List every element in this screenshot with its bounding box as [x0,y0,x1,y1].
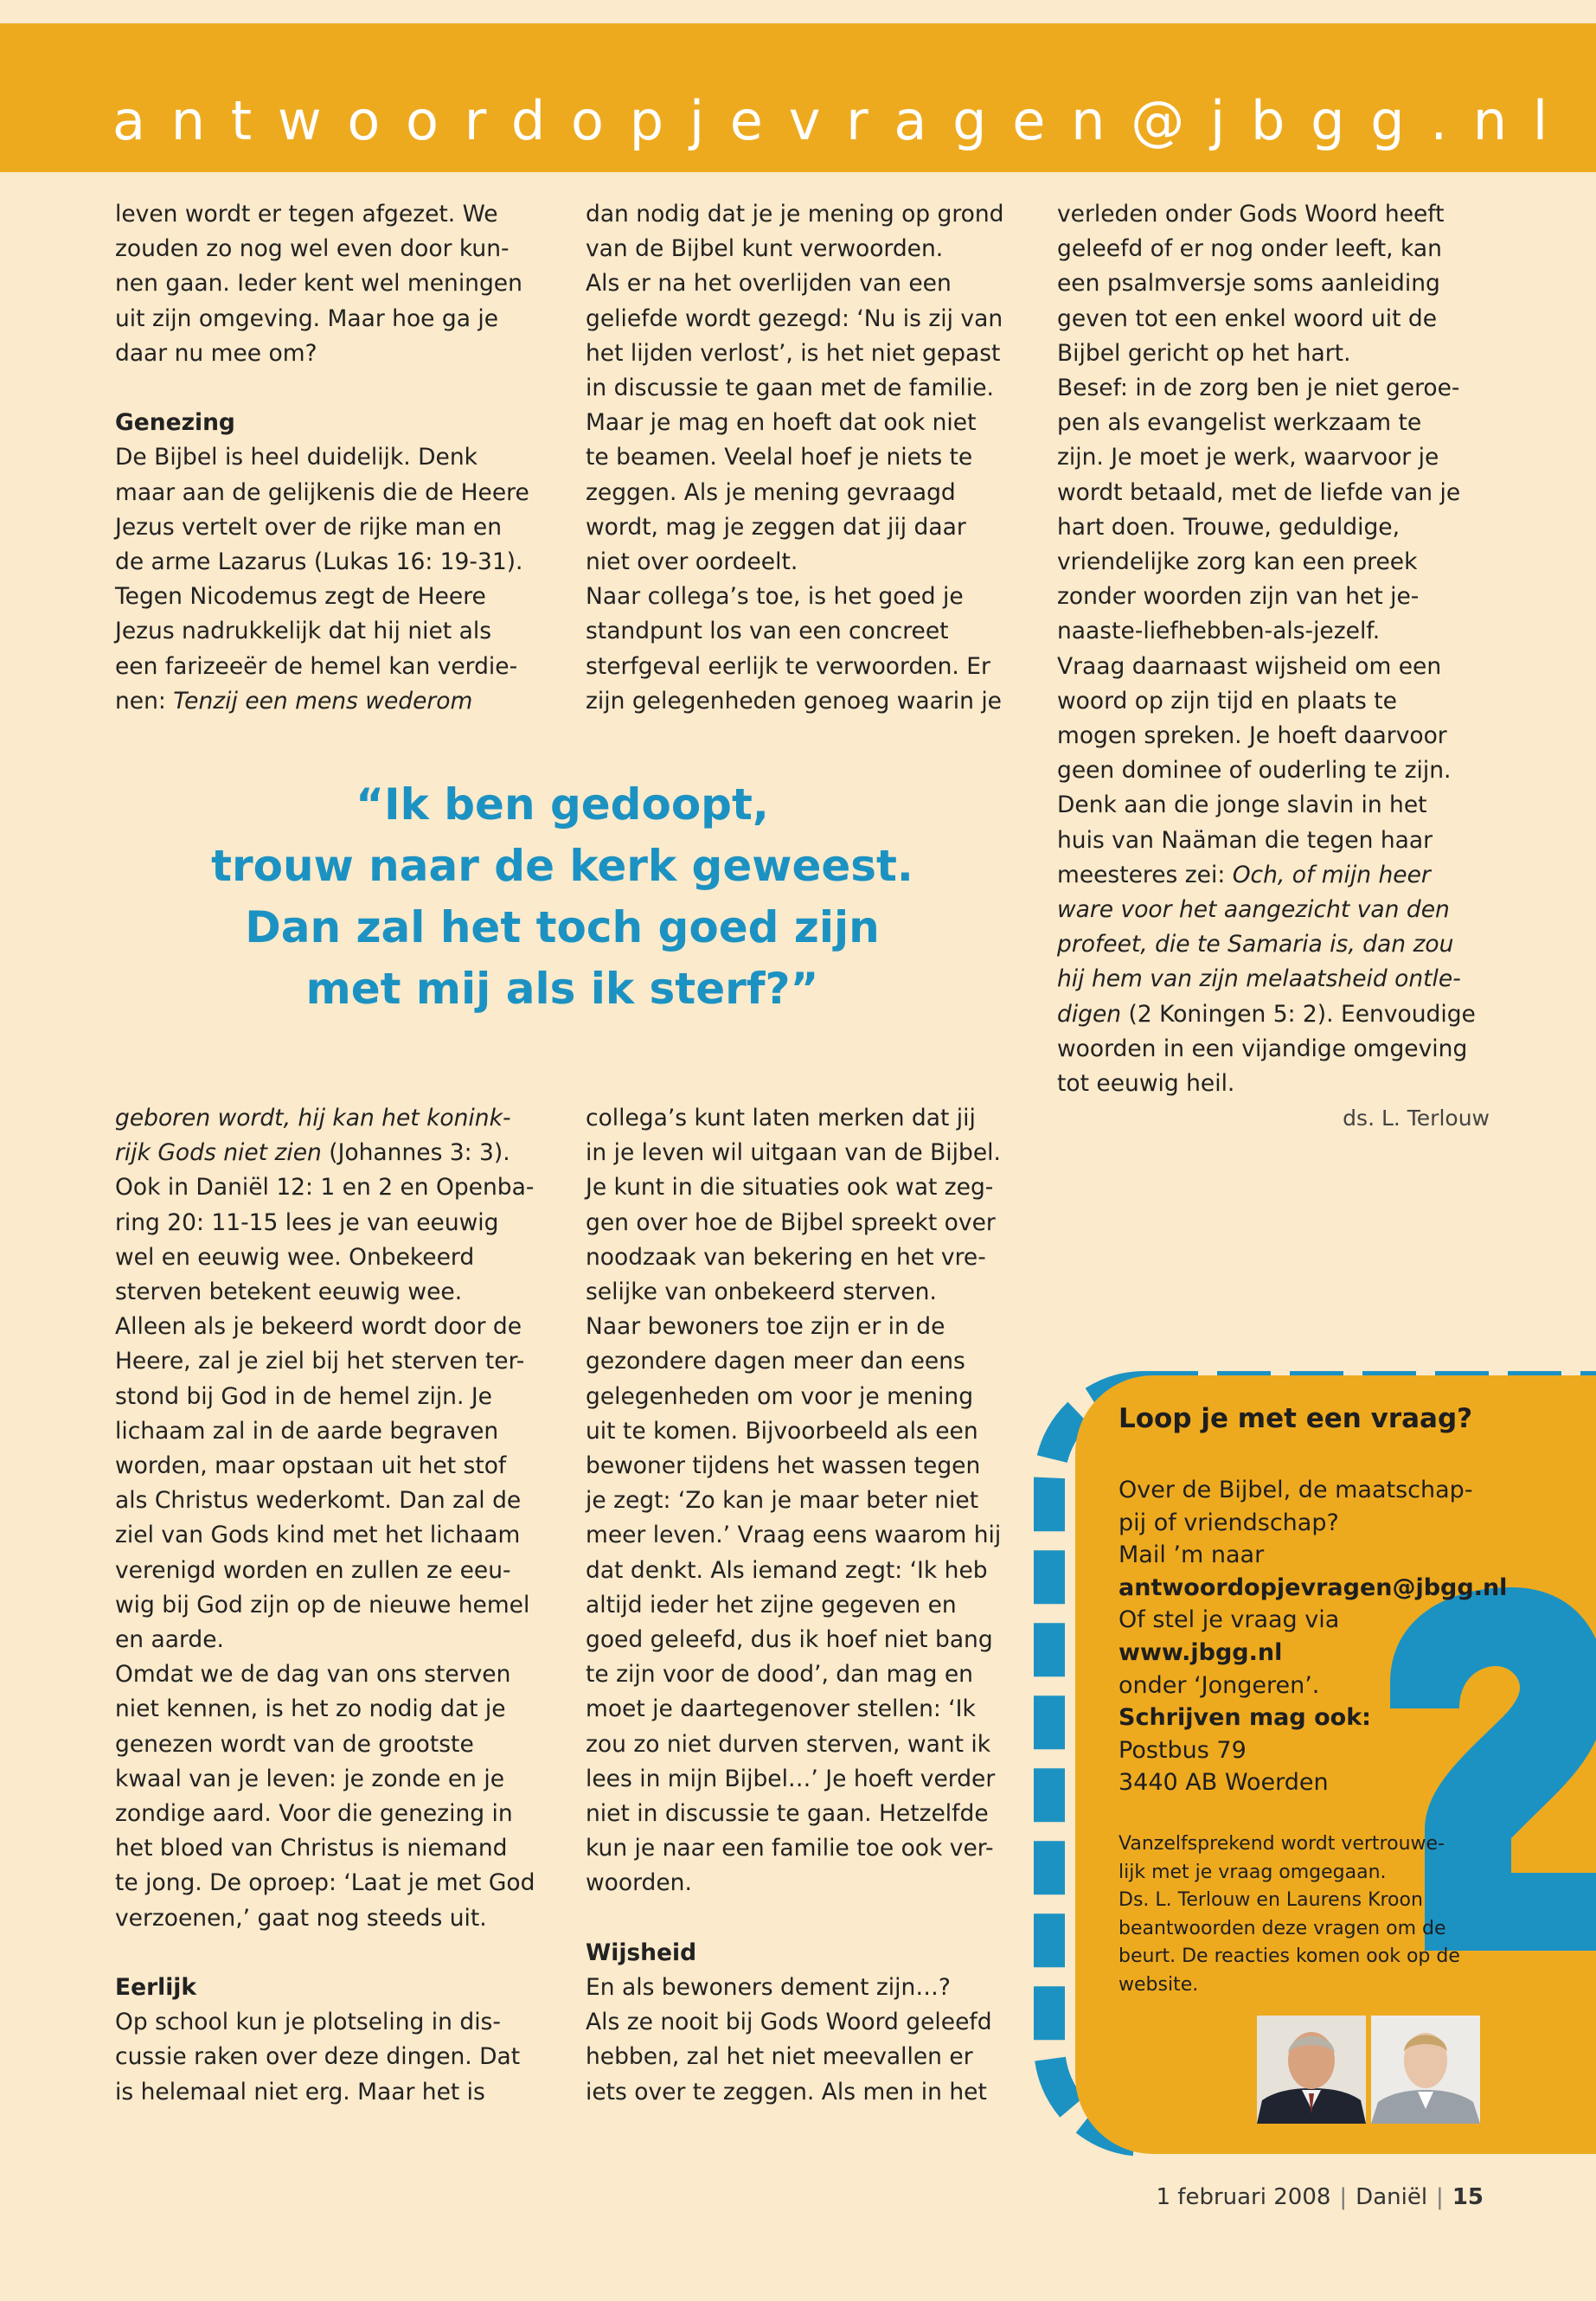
text-line: te jong. De oproep: ‘Laat je met God [115,1869,535,1897]
text-line: zijn gelegenheden genoeg waarin je [586,687,1002,715]
text-line: leven wordt er tegen afgezet. We [115,201,498,228]
magazine-name: Daniël [1356,2184,1428,2210]
text-line: bewoner tijdens het wassen tegen [586,1452,981,1480]
text-line: wel en eeuwig wee. Onbekeerd [115,1243,475,1271]
text-line: cussie raken over deze dingen. Dat [115,2043,521,2071]
portrait-photo-1 [1257,2016,1366,2124]
text-line [1057,858,1490,893]
text-line: uit te komen. Bijvoorbeeld als een [586,1417,978,1445]
question-box-note [1118,1830,1499,2000]
text-line: Besef: in de zorg ben je niet geroe- [1057,375,1460,402]
column-1-top [115,197,548,719]
text-line: Heere, zal je ziel bij het sterven ter- [115,1348,525,1375]
text-line: kun je naar een familie toe ook ver- [586,1835,994,1862]
website-link[interactable] [1118,1637,1499,1670]
author-photos [1257,2016,1482,2124]
text-line: Als ze nooit bij Gods Woord geleefd [586,2009,992,2036]
heading-eerlijk: Eerlijk [115,1974,197,2002]
portrait-photo-2 [1371,2016,1480,2124]
text-line: lees in mijn Bijbel…’ Je hoeft verder [586,1765,996,1792]
pull-quote-line: Dan zal het toch goed zijn [245,902,880,952]
scripture-quote: hij hem van zijn melaatsheid ontle- [1057,965,1461,993]
text-line: zondige aard. Voor die genezing in [115,1800,513,1828]
scripture-quote: Tenzij een mens wederom [173,687,473,715]
text-line [115,684,548,719]
text-line: het lijden verlost’, is het niet gepast [586,339,1001,367]
text-line: gen over hoe de Bijbel spreekt over [586,1208,996,1236]
text-line: wordt betaald, met de liefde van je [1057,478,1461,506]
text-fragment: (Johannes 3: 3). [321,1139,510,1167]
text-line: pen als evangelist werkzaam te [1057,409,1422,437]
write-label: Schrijven mag ook: [1118,1704,1371,1732]
text-line: onder ‘Jongeren’. [1118,1671,1320,1699]
text-line: dan nodig dat je je mening op grond [586,201,1004,228]
column-1-bottom [115,1101,548,2110]
text-line [115,1136,548,1170]
text-line: niet kennen, is het zo nodig dat je [115,1695,506,1723]
text-line: nen gaan. Ieder kent wel meningen [115,270,522,298]
column-3 [1057,197,1490,1136]
text-line: is helemaal niet erg. Maar het is [115,2078,485,2106]
text-line: zijn. Je moet je werk, waarvoor je [1057,444,1439,471]
text-line: het bloed van Christus is niemand [115,1835,508,1862]
header-bar [0,23,1596,172]
text-line: maar aan de gelijkenis die de Heere [115,478,529,506]
question-box-title: Loop je met een vraag? [1118,1403,1473,1434]
text-line: geleefd of er nog onder leeft, kan [1057,235,1442,263]
scripture-quote: digen [1057,1000,1122,1028]
text-line: geliefde wordt gezegd: ‘Nu is zij van [586,304,1003,332]
text-line: Jezus nadrukkelijk dat hij niet als [115,618,492,645]
text-line: hart doen. Trouwe, geduldige, [1057,513,1400,541]
text-line: hebben, zal het niet meevallen er [586,2043,973,2071]
portrait-icon [1371,2016,1480,2124]
text-line: wig bij God zijn op de nieuwe hemel [115,1591,530,1618]
text-line: woord op zijn tijd en plaats te [1057,687,1397,715]
author-signature: ds. L. Terlouw [1343,1106,1490,1131]
text-line: Of stel je vraag via [1118,1606,1340,1634]
pull-quote-line: “Ik ben gedoopt, [356,779,769,830]
text-line: als Christus wederkomt. Dan zal de [115,1487,522,1515]
text-line: Je kunt in die situaties ook wat zeg- [586,1174,994,1202]
text-line: ziel van Gods kind met het lichaam [115,1522,521,1549]
column-2-top [586,197,1018,719]
text-line [1057,962,1490,997]
text-line: zouden zo nog wel even door kun- [115,235,510,263]
text-line: Naar collega’s toe, is het goed je [586,583,964,611]
pull-quote [121,774,1003,1020]
page-footer: 1 februari 2008 | Daniël | 15 [1156,2184,1484,2210]
text-line: Tegen Nicodemus zegt de Heere [115,583,486,611]
text-line: De Bijbel is heel duidelijk. Denk [115,444,478,471]
text-line: huis van Naäman die tegen haar [1057,826,1433,854]
text-line: en aarde. [115,1626,224,1654]
postal-address: Postbus 79 [1118,1736,1247,1764]
text-line: gelegenheden om voor je mening [586,1382,974,1410]
question-box-body [1118,1474,1508,1799]
portrait-icon [1257,2016,1366,2124]
text-line: selijke van onbekeerd sterven. [586,1279,937,1306]
text-line: Naar bewoners toe zijn er in de [586,1313,945,1341]
page-number: 15 [1452,2184,1484,2210]
text-line: een psalmversje soms aanleiding [1057,270,1440,298]
text-line: Ds. L. Terlouw en Laurens Kroon [1118,1889,1423,1912]
text-line: iets over te zeggen. Als men in het [586,2078,987,2106]
text-line: meer leven.’ Vraag eens waarom hij [586,1522,1002,1549]
text-line: Vanzelfsprekend wordt vertrouwe- [1118,1832,1445,1855]
text-line [1057,927,1490,962]
email-link[interactable] [1118,1572,1508,1605]
text-line: Jezus vertelt over de rijke man en [115,513,502,541]
text-line: Op school kun je plotseling in dis- [115,2009,501,2036]
text-line: vriendelijke zorg kan een preek [1057,548,1418,576]
postal-address: 3440 AB Woerden [1118,1769,1329,1797]
text-line [1057,997,1490,1032]
question-box [1034,1336,1596,2184]
text-line: altijd ieder het zijne gegeven en [586,1591,957,1618]
text-line: van de Bijbel kunt verwoorden. [586,235,944,263]
scripture-quote: geboren wordt, hij kan het konink- [115,1105,511,1131]
text-line: zou zo niet durven sterven, want ik [586,1730,991,1758]
text-line: een farizeeër de hemel kan verdie- [115,652,518,680]
text-line: je zegt: ‘Zo kan je maar beter niet [586,1487,979,1515]
text-line: verenigd worden en zullen ze eeu- [115,1556,511,1584]
text-line: noodzaak van bekering en het vre- [586,1243,986,1271]
text-line: standpunt los van een concreet [586,618,949,645]
email-address[interactable]: antwoordopjevragen@jbgg.nl [1118,1574,1508,1601]
text-line: tot eeuwig heil. [1057,1070,1235,1098]
text-line: dat denkt. Als iemand zegt: ‘Ik heb [586,1556,988,1584]
text-line: gezondere dagen meer dan eens [586,1348,965,1375]
col1-genezing-text [115,440,548,719]
text-line: website. [1118,1973,1199,1996]
issue-date: 1 februari 2008 [1156,2184,1331,2210]
text-line: Omdat we de dag van ons sterven [115,1661,511,1689]
question-box-text [1118,1401,1508,2000]
text-line: genezen wordt van de grootste [115,1730,474,1758]
text-line: Over de Bijbel, de maatschap- [1118,1477,1473,1503]
text-line: sterfgeval eerlijk te verwoorden. Er [586,652,990,680]
text-line: pij of vriendschap? [1118,1509,1339,1536]
text-line: Alleen als je bekeerd wordt door de [115,1313,522,1341]
text-line: geen dominee of ouderling te zijn. [1057,757,1452,785]
text-line: woorden. [586,1869,692,1897]
text-line: zeggen. Als je mening gevraagd [586,478,956,506]
website-address[interactable]: www.jbgg.nl [1118,1638,1283,1666]
text-line: collega’s kunt laten merken dat jij [586,1105,976,1131]
text-line: Maar je mag en hoeft dat ook niet [586,409,977,437]
text-line: Ook in Daniël 12: 1 en 2 en Openba- [115,1174,535,1202]
text-line: En als bewoners dement zijn…? [586,1974,951,2002]
text-line: verzoenen,’ gaat nog steeds uit. [115,1904,487,1932]
text-line: uit zijn omgeving. Maar hoe ga je [115,304,499,332]
text-line: wordt, mag je zeggen dat jij daar [586,513,966,541]
heading-wijsheid: Wijsheid [586,1939,697,1966]
text-line: goed geleefd, dus ik hoef niet bang [586,1626,993,1654]
text-line [115,1101,548,1136]
text-line: lichaam zal in de aarde begraven [115,1417,499,1445]
scripture-quote: ware voor het aangezicht van den [1057,896,1450,924]
text-line: niet in discussie te gaan. Hetzelfde [586,1800,989,1828]
text-line: te zijn voor de dood’, dan mag en [586,1661,973,1689]
text-fragment: (2 Koningen 5: 2). Eenvoudige [1121,1000,1476,1028]
text-fragment: meesteres zei: [1057,861,1233,888]
text-line: beantwoorden deze vragen om de [1118,1917,1446,1939]
text-fragment: nen: [115,687,174,715]
text-line: niet over oordeelt. [586,548,798,576]
text-line: stond bij God in de hemel zijn. Je [115,1382,492,1410]
text-line: de arme Lazarus (Lukas 16: 19-31). [115,548,523,576]
text-line: beurt. De reacties komen ook op de [1118,1945,1460,1968]
text-line: Vraag daarnaast wijsheid om een [1057,652,1442,680]
text-line: verleden onder Gods Woord heeft [1057,201,1445,228]
column-2-bottom [586,1101,1018,2110]
heading-genezing: Genezing [115,409,235,437]
text-line: zonder woorden zijn van het je- [1057,583,1420,611]
scripture-quote: profeet, die te Samaria is, dan zou [1057,931,1454,958]
pull-quote-line: met mij als ik sterf?” [305,964,819,1014]
text-line: kwaal van je leven: je zonde en je [115,1765,505,1792]
text-line: naaste-liefhebben-als-jezelf. [1057,618,1381,645]
text-line: sterven betekent eeuwig wee. [115,1279,463,1306]
col1-intro [115,197,548,371]
text-line: in discussie te gaan met de familie. [586,375,994,402]
text-line: Als er na het overlijden van een [586,270,952,298]
text-line: Bijbel gericht op het hart. [1057,339,1351,367]
text-line: moet je daartegenover stellen: ‘Ik [586,1695,976,1723]
text-line: daar nu mee om? [115,339,317,367]
scripture-quote: Och, of mijn heer [1232,861,1431,888]
text-line [1118,1702,1499,1734]
text-line: mogen spreken. Je hoeft daarvoor [1057,722,1447,750]
header-email: antwoordopjevragen@jbgg.nl [112,89,1574,152]
text-line: lijk met je vraag omgegaan. [1118,1861,1387,1883]
text-line: geven tot een enkel woord uit de [1057,304,1438,332]
text-line [1057,893,1490,927]
text-line: ring 20: 11-15 lees je van eeuwig [115,1208,499,1236]
text-line: te beamen. Veelal hoef je niets te [586,444,973,471]
text-line: Denk aan die jonge slavin in het [1057,792,1427,819]
text-line: Mail ’m naar [1118,1541,1265,1569]
pull-quote-line: trouw naar de kerk geweest. [211,841,913,891]
text-line: woorden in een vijandige omgeving [1057,1035,1468,1062]
text-line: in je leven wil uitgaan van de Bijbel. [586,1139,1001,1167]
text-line: worden, maar opstaan uit het stof [115,1452,507,1480]
scripture-quote: rijk Gods niet zien [115,1139,322,1167]
